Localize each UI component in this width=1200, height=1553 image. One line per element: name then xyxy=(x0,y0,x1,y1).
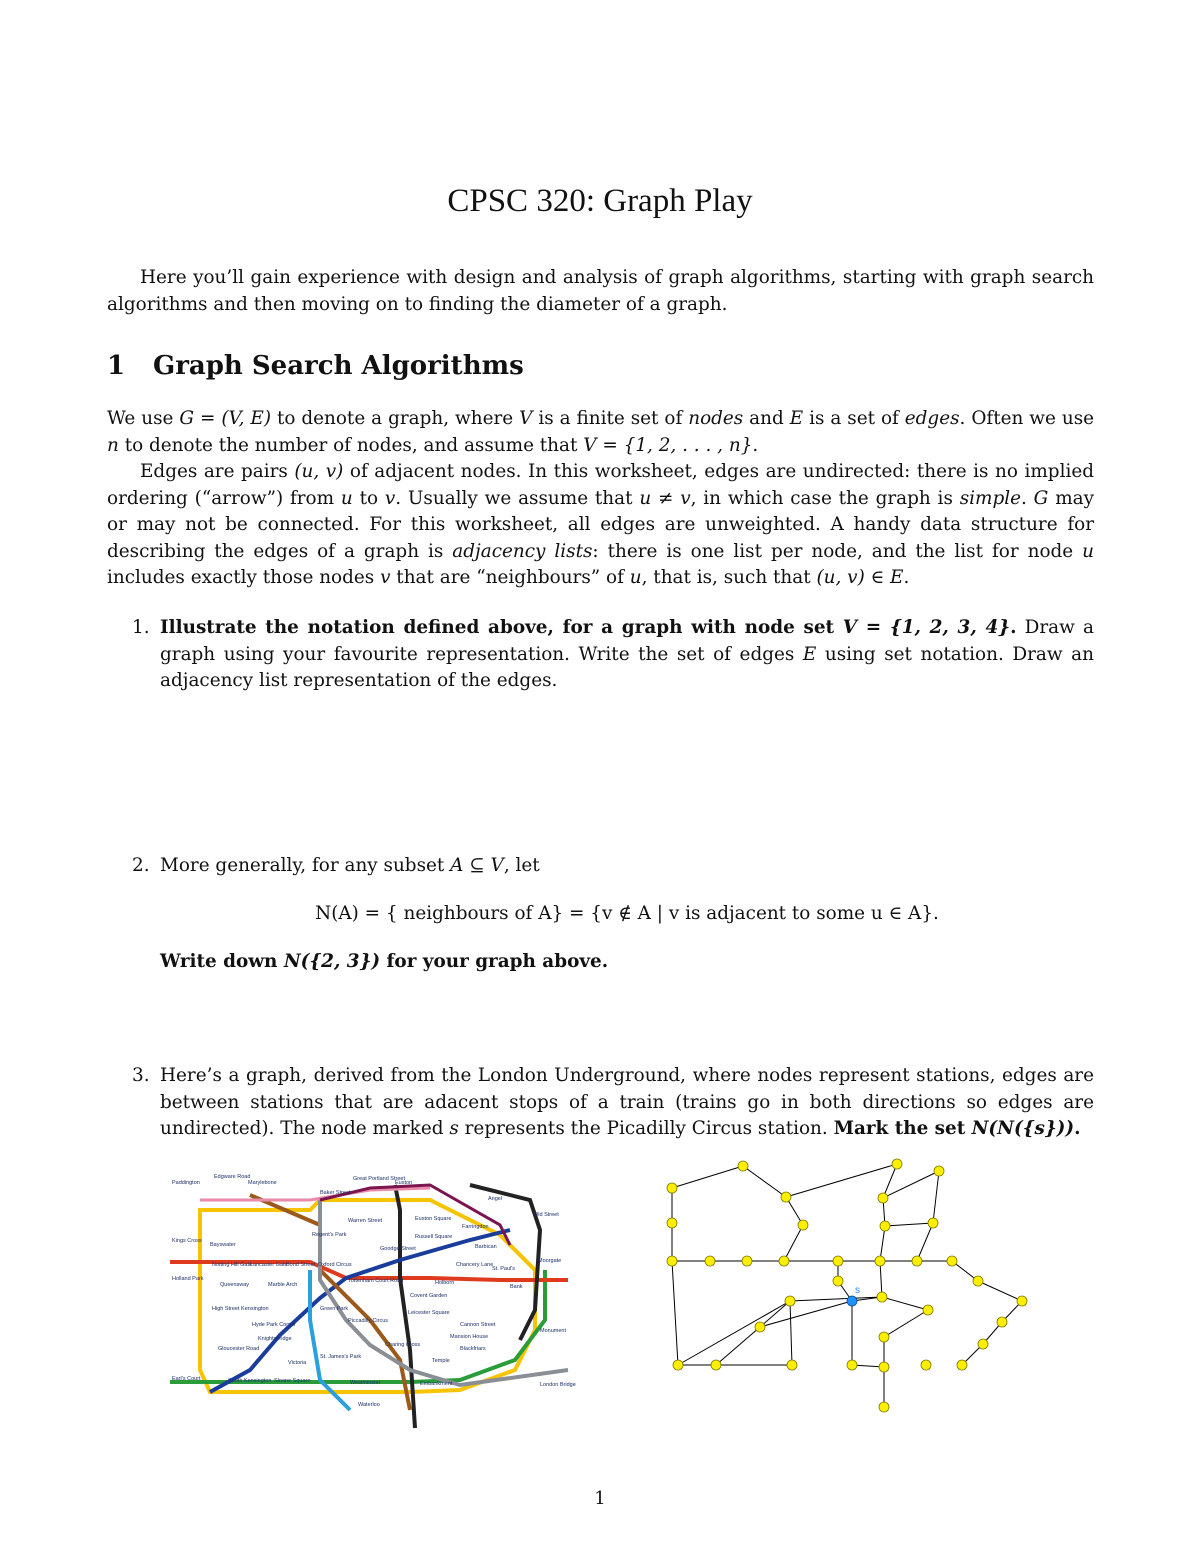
station-label: Euston xyxy=(395,1180,413,1186)
bold-text: Illustrate the notation defined above, for a graph with node set xyxy=(160,617,843,638)
station-label: Monument xyxy=(540,1328,566,1334)
math: s xyxy=(449,1118,459,1140)
term-simple: simple xyxy=(959,487,1021,509)
station-label: Paddington xyxy=(172,1180,200,1186)
graph-node[interactable] xyxy=(912,1256,922,1266)
station-label: Green Park xyxy=(320,1306,349,1312)
graph-edge xyxy=(716,1327,760,1365)
math: v xyxy=(380,567,391,589)
math: E xyxy=(789,408,804,429)
graph-edge xyxy=(743,1166,786,1197)
term-nodes: nodes xyxy=(688,408,744,429)
bold-text: for your graph above. xyxy=(380,951,609,972)
graph-edge xyxy=(884,1310,928,1337)
graph-node[interactable] xyxy=(957,1360,967,1370)
neighbourhood-formula: N(A) = { neighbours of A} = {v ∉ A | v is adjacent to some u ∈ A}. xyxy=(315,903,939,924)
station-label: St. Paul's xyxy=(492,1266,516,1272)
bold-text: Mark the set xyxy=(833,1118,972,1140)
station-label: Gloucester Road xyxy=(218,1346,260,1352)
graph-node[interactable] xyxy=(755,1322,765,1332)
graph-edge xyxy=(882,1297,928,1310)
graph-node[interactable] xyxy=(880,1221,890,1231)
station-label: London Bridge xyxy=(540,1382,576,1388)
text: includes exactly those nodes xyxy=(107,567,381,589)
math: u ≠ v xyxy=(639,487,691,509)
station-label: Kings Cross xyxy=(172,1238,202,1244)
text: Draw a graph using your favourite representation. Write the set of edges xyxy=(160,617,1095,665)
station-label: Euston Square xyxy=(415,1216,452,1222)
math: V = {1, 2, . . . , n} xyxy=(583,434,753,456)
graph-node[interactable] xyxy=(879,1362,889,1372)
station-label: Westminster xyxy=(350,1380,381,1386)
station-label: St. James's Park xyxy=(320,1354,362,1360)
graph-node[interactable] xyxy=(705,1256,715,1266)
graph-node[interactable] xyxy=(879,1402,889,1412)
question-body xyxy=(160,615,1094,695)
station-label: Lancaster Gate xyxy=(250,1262,288,1268)
text: Here’s a graph, derived from the London Underground, where nodes represent stations, edges are between stations that are adacent stops of a train (trains go in both directions so edges are undirected). The node marked xyxy=(160,1065,1094,1140)
question-body xyxy=(160,853,1094,880)
station-label: Farringdon xyxy=(462,1224,489,1230)
station-label: Piccadilly Circus xyxy=(348,1318,389,1324)
station-label: Leicester Square xyxy=(408,1310,450,1316)
text: . Often we use xyxy=(959,408,1095,429)
definition-paragraph xyxy=(107,406,1094,459)
station-label: Marble Arch xyxy=(268,1282,298,1288)
graph-edge xyxy=(978,1281,1022,1301)
text: We use xyxy=(107,408,180,429)
graph-node[interactable] xyxy=(978,1339,988,1349)
text: that are “neighbours” of xyxy=(390,567,630,589)
math: N(N({s})) xyxy=(971,1118,1075,1140)
graph-node[interactable] xyxy=(742,1256,752,1266)
graph-node[interactable] xyxy=(779,1256,789,1266)
station-label: Notting Hill Gate xyxy=(212,1262,253,1268)
station-label: Warren Street xyxy=(348,1218,383,1224)
station-label: Chancery Lane xyxy=(456,1262,494,1268)
graph-node[interactable] xyxy=(878,1193,888,1203)
graph-edge xyxy=(917,1223,933,1261)
math: n xyxy=(107,434,119,456)
math: A ⊆ V xyxy=(450,855,504,876)
graph-node[interactable] xyxy=(785,1296,795,1306)
text: . Usually we assume that xyxy=(395,487,640,509)
station-label: Sloane Square xyxy=(274,1378,311,1384)
graph-edge xyxy=(880,1261,882,1297)
station-label: Charing Cross xyxy=(385,1342,421,1348)
term-edges: edges xyxy=(904,408,960,429)
question-number: 1. xyxy=(132,617,150,638)
bold-text: . xyxy=(1074,1118,1081,1140)
station-label: South Kensington xyxy=(228,1378,272,1384)
graph-node[interactable] xyxy=(833,1256,843,1266)
bold-text: Write down xyxy=(160,951,284,972)
station-label: Moorgate xyxy=(538,1258,562,1264)
graph-edge xyxy=(678,1301,790,1365)
graph-node[interactable] xyxy=(833,1276,843,1286)
text: is a finite set of xyxy=(532,408,689,429)
station-label: Mansion House xyxy=(450,1334,489,1340)
section-number: 1 xyxy=(107,351,126,381)
graph-edge xyxy=(784,1225,803,1261)
graph-edge xyxy=(672,1261,678,1365)
station-label: Victoria xyxy=(288,1360,307,1366)
math: E xyxy=(802,643,817,665)
graph-edge xyxy=(933,1171,939,1223)
graph-figure xyxy=(640,1150,1060,1430)
question-2-task xyxy=(160,949,608,976)
bold-text: . xyxy=(1010,617,1017,638)
station-label: Earl's Court xyxy=(172,1376,201,1382)
graph-node[interactable] xyxy=(787,1360,797,1370)
graph-node[interactable] xyxy=(781,1192,791,1202)
station-label: Covent Garden xyxy=(410,1293,448,1299)
text: , let xyxy=(503,855,540,876)
graph-node[interactable] xyxy=(877,1292,887,1302)
underground-map xyxy=(170,1170,576,1428)
text: , that is, such that xyxy=(641,567,817,589)
question-3 xyxy=(107,1063,1094,1143)
graph-node[interactable] xyxy=(875,1256,885,1266)
station-label: Marylebone xyxy=(248,1180,277,1186)
section-heading xyxy=(107,351,524,381)
station-label: Angel xyxy=(488,1196,503,1202)
graph-edge xyxy=(883,1164,897,1198)
term-adjacency-lists: adjacency lists xyxy=(452,540,593,562)
station-label: Russell Square xyxy=(415,1234,453,1240)
text: represents the Picadilly Circus station. xyxy=(458,1118,834,1140)
graph-node[interactable] xyxy=(738,1161,748,1171)
graph-node[interactable] xyxy=(879,1332,889,1342)
station-label: Bayswater xyxy=(210,1242,236,1248)
station-label: Waterloo xyxy=(358,1402,380,1408)
math: u xyxy=(1082,540,1095,562)
graph-node[interactable] xyxy=(997,1317,1007,1327)
station-label: Hyde Park Corner xyxy=(252,1322,297,1328)
question-number: 2. xyxy=(132,855,150,876)
graph-node[interactable] xyxy=(798,1220,808,1230)
math: (u, v) xyxy=(294,461,344,482)
graph-edge xyxy=(672,1166,743,1188)
graph-edge xyxy=(883,1171,939,1198)
graph-node[interactable] xyxy=(934,1166,944,1176)
station-label: Bank xyxy=(510,1284,523,1290)
station-label: Barbican xyxy=(475,1244,497,1250)
math: u xyxy=(629,567,642,589)
page-number: 1 xyxy=(594,1488,606,1509)
station-label: Cannon Street xyxy=(460,1322,496,1328)
station-label: Holborn xyxy=(435,1280,455,1286)
station-label: Edgware Road xyxy=(214,1174,251,1180)
station-label: Baker Street xyxy=(320,1190,351,1196)
text: to xyxy=(352,487,385,509)
station-label: High Street Kensington xyxy=(212,1306,269,1312)
math: V xyxy=(519,408,533,429)
text: Edges are pairs xyxy=(140,461,295,482)
question-number: 3. xyxy=(132,1065,150,1086)
graph-node[interactable] xyxy=(921,1360,931,1370)
station-label: Regent's Park xyxy=(312,1232,347,1238)
station-label: Oxford Circus xyxy=(318,1262,352,1268)
graph-node[interactable] xyxy=(667,1256,677,1266)
math: G xyxy=(1033,487,1049,509)
source-label: s xyxy=(855,1285,860,1296)
graph-node[interactable] xyxy=(673,1360,683,1370)
graph-node[interactable] xyxy=(1017,1296,1027,1306)
graph-node[interactable] xyxy=(923,1305,933,1315)
math: (u, v) ∈ E xyxy=(816,567,904,589)
station-label: Goodge Street xyxy=(380,1246,416,1252)
graph-edge xyxy=(885,1223,933,1226)
station-label: Great Portland Street xyxy=(353,1176,405,1182)
station-label: Bond Street xyxy=(286,1262,316,1268)
text: , in which case the graph is xyxy=(690,487,960,509)
station-label: Knightsbridge xyxy=(258,1336,292,1342)
text: of adjacent nodes. In this worksheet, edges are undirected: there is no implied ordering (“arrow”) from xyxy=(107,461,1094,509)
station-label: Temple xyxy=(432,1358,450,1364)
graph-node[interactable] xyxy=(711,1360,721,1370)
graph-node[interactable] xyxy=(973,1276,983,1286)
station-label: Blackfriars xyxy=(460,1346,486,1352)
graph-svg xyxy=(640,1150,1060,1430)
text: using set notation. Draw an adjacency list representation of the edges. xyxy=(160,643,1094,692)
graph-node[interactable] xyxy=(928,1218,938,1228)
text: to denote a graph, where xyxy=(271,408,520,429)
question-1 xyxy=(107,615,1094,695)
edges-paragraph xyxy=(107,459,1094,592)
math: v xyxy=(384,487,396,509)
text: : there is one list per node, and the list for node xyxy=(592,540,1083,562)
text: and xyxy=(743,408,790,429)
graph-source-node[interactable] xyxy=(847,1296,857,1306)
math: N({2, 3}) xyxy=(283,951,381,972)
text: . xyxy=(903,567,910,589)
graph-node[interactable] xyxy=(847,1360,857,1370)
text: More generally, for any subset xyxy=(160,855,451,876)
graph-edge xyxy=(790,1301,792,1365)
question-body xyxy=(160,1063,1094,1143)
graph-node[interactable] xyxy=(667,1183,677,1193)
station-label: Holland Park xyxy=(172,1276,204,1282)
graph-node[interactable] xyxy=(667,1218,677,1228)
graph-node[interactable] xyxy=(947,1256,957,1266)
section-title: Graph Search Algorithms xyxy=(153,351,524,381)
text: may or may not be connected. For this worksheet, all edges are unweighted. A handy data structure for describing the edges of a graph is xyxy=(107,487,1094,562)
graph-node[interactable] xyxy=(892,1159,902,1169)
page-title: CPSC 320: Graph Play xyxy=(447,183,753,219)
text: . xyxy=(752,434,759,456)
math: V = {1, 2, 3, 4} xyxy=(842,617,1011,638)
underground-map-svg xyxy=(170,1170,576,1428)
math: G = (V, E) xyxy=(179,408,271,429)
graph-edge xyxy=(786,1164,897,1197)
math: u xyxy=(340,487,353,509)
station-label: Old Street xyxy=(534,1212,559,1218)
station-label: Embankment xyxy=(420,1381,453,1387)
station-label: Tottenham Court Road xyxy=(348,1278,404,1284)
graph-edge xyxy=(760,1301,852,1327)
question-2 xyxy=(107,853,1094,972)
text: . xyxy=(1021,487,1034,509)
text: is a set of xyxy=(803,408,905,429)
station-label: Queensway xyxy=(220,1282,250,1288)
intro-paragraph: Here you’ll gain experience with design and analysis of graph algorithms, starting with graph search algorithms and then moving on to finding the diameter of a graph. xyxy=(107,267,1094,315)
text: to denote the number of nodes, and assume that xyxy=(118,434,584,456)
